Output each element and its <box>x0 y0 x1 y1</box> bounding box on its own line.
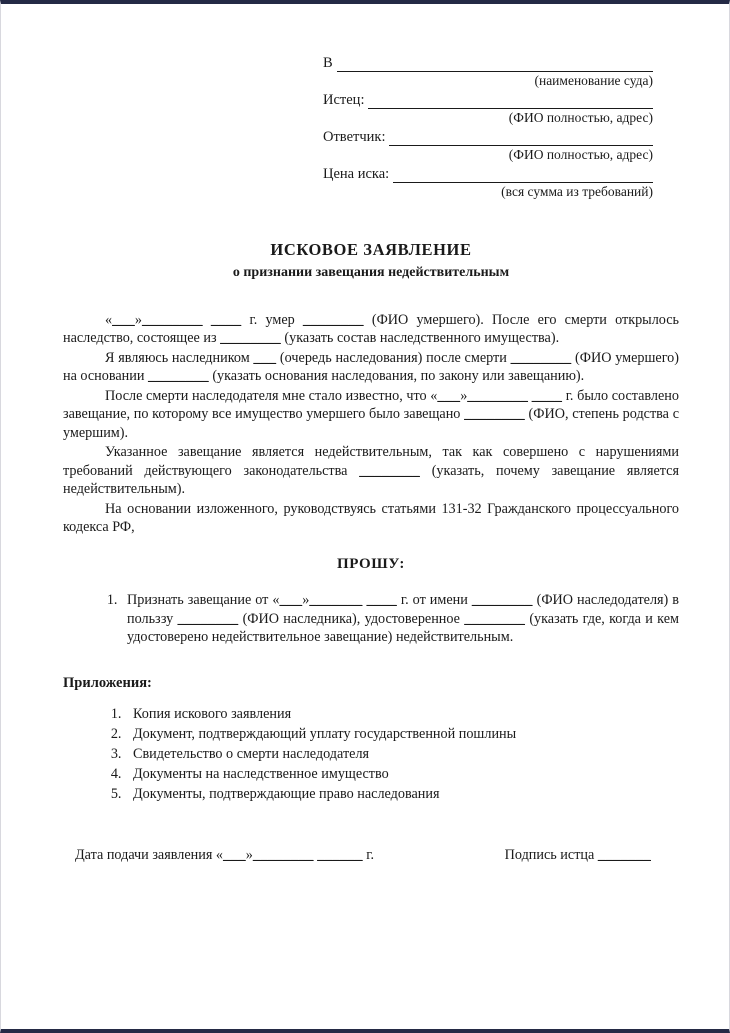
paragraph-heir-status <box>63 349 679 386</box>
p3-seg2: » <box>460 387 468 404</box>
p2-seg4: (указать основания наследования, по закону или завещанию). <box>208 368 585 385</box>
claim-price-blank-line[interactable] <box>393 169 653 183</box>
claim-price-row <box>323 167 653 183</box>
filing-date-day[interactable]: ___ <box>223 846 246 863</box>
document-body <box>63 311 679 536</box>
p2-seg2: (очередь наследования) после смерти <box>276 349 511 366</box>
attachment-item: 1. Копия искового заявления <box>125 704 679 724</box>
p1-blank-day[interactable]: ___ <box>112 312 135 328</box>
p3-blank-month[interactable]: ________ <box>467 387 529 404</box>
court-label: В <box>323 55 333 71</box>
paragraph-will-discovered <box>63 387 679 442</box>
filing-date-field <box>63 847 374 864</box>
plaintiff-hint: (ФИО полностью, адрес) <box>508 109 653 125</box>
attachment-item: 5. Документы, подтверждающие право наследования <box>125 784 679 804</box>
p3-blank-heir[interactable]: ________ <box>464 406 525 423</box>
addressee-header <box>323 56 653 198</box>
p1-seg4: г. умер <box>241 312 303 328</box>
defendant-row <box>323 130 653 146</box>
p2-blank-basis[interactable]: ________ <box>148 368 209 385</box>
p4-seg2: (указать, почему завещание является недействительным). <box>63 462 679 498</box>
p1-blank-estate[interactable]: ________ <box>220 330 281 347</box>
request-item <box>121 591 679 646</box>
p1-seg2: » <box>134 312 142 328</box>
request-list <box>63 591 679 646</box>
defendant-hint: (ФИО полностью, адрес) <box>508 146 653 162</box>
plaintiff-row <box>323 93 653 109</box>
p3-seg1: После смерти наследодателя мне стало известно, что « <box>105 387 438 404</box>
signature-label: Подпись истца <box>504 846 595 863</box>
p3-seg5: (ФИО, степень родства с умершим). <box>63 406 679 441</box>
p4-blank-reason[interactable]: ________ <box>359 462 420 479</box>
attachment-item: 4. Документы на наследственное имущество <box>125 764 679 784</box>
p3-blank-day[interactable]: ___ <box>437 387 461 404</box>
filing-date-label: Дата подачи заявления « <box>75 846 223 863</box>
paragraph-invalidity-grounds <box>63 443 679 498</box>
defendant-blank-line[interactable] <box>389 132 653 146</box>
r1-blank-heir[interactable]: ________ <box>177 610 239 627</box>
p5-seg1: На основании изложенного, руководствуясь статьями 131-32 Гражданского процессуального кодекса РФ, <box>63 500 679 535</box>
p1-blank-deceased-name[interactable]: ________ <box>302 312 364 328</box>
r1-seg2: » <box>302 592 310 609</box>
p2-blank-deceased-name[interactable]: ________ <box>510 349 572 366</box>
plaintiff-blank-line[interactable] <box>368 95 653 109</box>
p2-seg1: Я являюсь наследником <box>105 349 254 366</box>
p1-seg5: (ФИО умершего). После его смерти открылось наследство, состоящее из <box>63 312 680 347</box>
p3-seg4: г. было составлено завещание, по которому все имущество умершего было завещано <box>63 387 679 423</box>
r1-blank-day[interactable]: ___ <box>279 592 303 609</box>
page-title: ИСКОВОЕ ЗАЯВЛЕНИЕ <box>270 240 472 259</box>
document-footer <box>63 847 679 864</box>
filing-date-month[interactable]: ________ <box>252 846 314 863</box>
filing-date-year[interactable]: ______ <box>317 846 363 863</box>
attachments-list <box>63 704 679 805</box>
p1-seg3 <box>203 312 211 328</box>
plaintiff-label: Истец: <box>323 92 365 108</box>
attachments-heading: Приложения: <box>63 674 152 691</box>
r1-blank-certifier[interactable]: ________ <box>464 610 526 627</box>
paragraph-death-info <box>63 311 679 348</box>
court-row <box>323 56 653 72</box>
p1-seg1: « <box>105 312 113 328</box>
defendant-label: Ответчик: <box>323 129 386 145</box>
court-hint: (наименование суда) <box>534 72 653 88</box>
claim-price-hint: (вся сумма из требований) <box>501 183 653 199</box>
r1-seg7: (указать где, когда и кем удостоверено недействительное завещание) недействительным. <box>127 610 679 646</box>
paragraph-legal-basis <box>63 500 679 537</box>
r1-seg1: Признать завещание от « <box>127 592 280 609</box>
document-sheet <box>1 8 729 1025</box>
attachment-item: 3. Свидетельство о смерти наследодателя <box>125 744 679 764</box>
p2-seg3: (ФИО умершего) на основании <box>63 349 679 385</box>
attachment-item: 2. Документ, подтверждающий уплату государственной пошлины <box>125 724 679 744</box>
request-heading: ПРОШУ: <box>337 556 405 573</box>
filing-date-quote: » <box>245 846 253 863</box>
r1-blank-year[interactable]: ____ <box>366 592 397 609</box>
claim-price-label: Цена иска: <box>323 166 390 182</box>
filing-date-suffix: г. <box>362 846 375 863</box>
title-block <box>63 240 679 281</box>
p4-seg1: Указанное завещание является недействительным, так как совершено с нарушениями требований действующего законодательства <box>63 444 679 479</box>
r1-seg4: г. от имени <box>396 592 472 609</box>
r1-seg5: (ФИО наследодателя) в польззу <box>127 592 679 627</box>
signature-field <box>505 847 679 864</box>
p2-blank-order[interactable]: ___ <box>253 349 277 366</box>
p1-seg6: (указать состав наследственного имущества). <box>280 330 560 347</box>
r1-blank-month[interactable]: _______ <box>309 592 363 609</box>
r1-blank-testator[interactable]: ________ <box>471 592 533 609</box>
p1-blank-month[interactable]: ________ <box>141 312 203 328</box>
p3-blank-year[interactable]: ____ <box>531 387 563 404</box>
signature-blank[interactable]: _______ <box>597 846 651 863</box>
page-subtitle: о признании завещания недействительным <box>232 265 510 280</box>
p1-blank-year[interactable]: ____ <box>210 312 242 328</box>
r1-seg6: (ФИО наследника), удостоверенное <box>238 610 465 627</box>
court-blank-line[interactable] <box>337 58 653 72</box>
